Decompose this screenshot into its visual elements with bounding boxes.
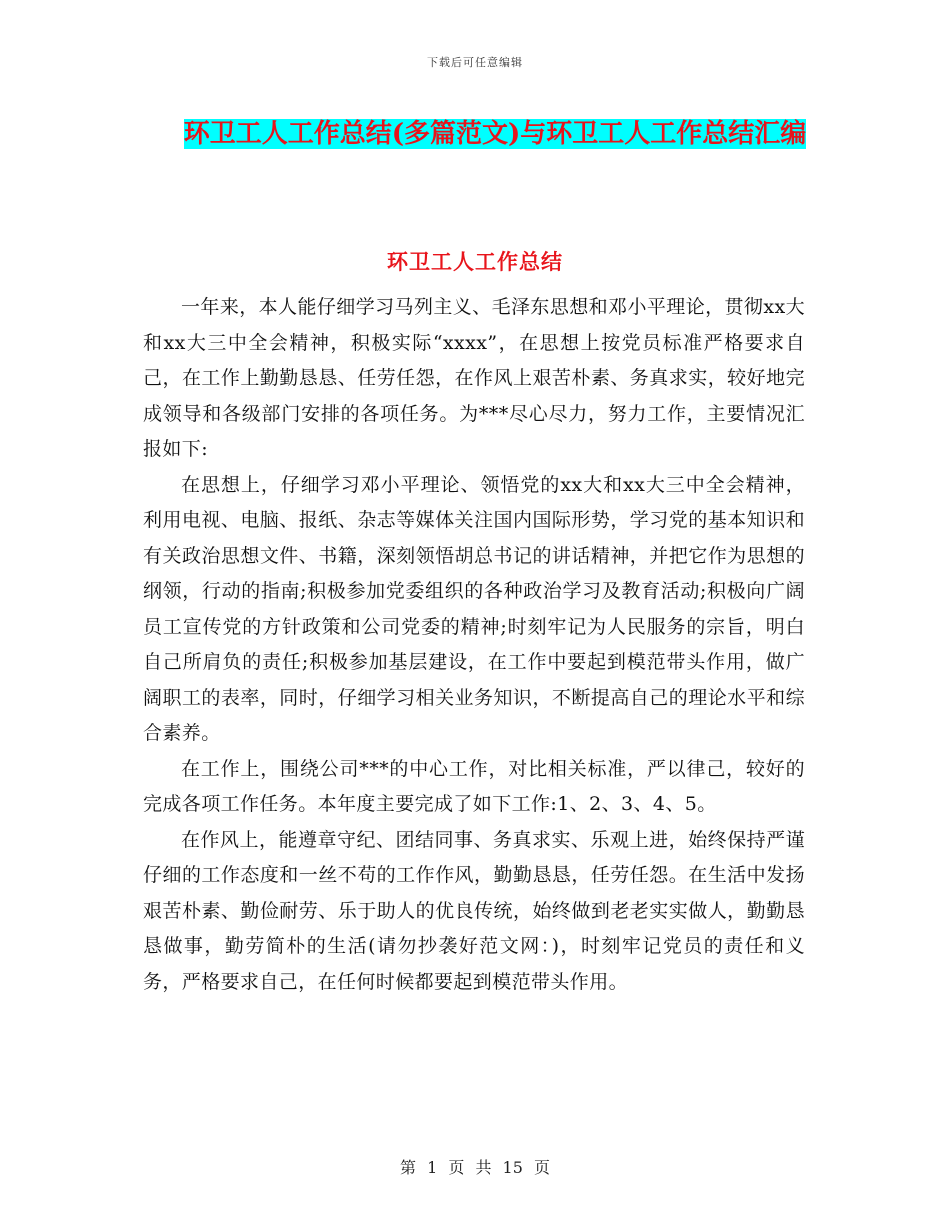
paragraph: 在思想上，仔细学习邓小平理论、领悟党的xx大和xx大三中全会精神，利用电视、电脑、报纸、杂志等媒体关注国内国际形势，学习党的基本知识和有关政治思想文件、书籍，深刻领悟胡总书记的讲话精神，并把它作为思想的纲领，行动的指南;积极参加党委组织的各种政治学习及教育活动;积极向广阔员工宣传党的方针政策和公司党委的精神;时刻牢记为人民服务的宗旨，明白自己所肩负的责任;积极参加基层建设，在工作中要起到模范带头作用，做广阔职工的表率，同时，仔细学习相关业务知识，不断提高自己的理论水平和综合素养。 <box>143 473 805 744</box>
paragraph: 在作风上，能遵章守纪、团结同事、务真求实、乐观上进，始终保持严谨仔细的工作态度和一丝不苟的工作作风，勤勤恳恳，任劳任怨。在生活中发扬艰苦朴素、勤俭耐劳、乐于助人的优良传统，始终做到老老实实做人，勤勤恳恳做事，勤劳简朴的生活(请勿抄袭好范文网：)，时刻牢记党员的责任和义务，严格要求自己，在任何时候都要起到模范带头作用。 <box>143 828 805 993</box>
page-header-note: 下载后可任意编辑 <box>427 56 523 69</box>
paragraph: 一年来，本人能仔细学习马列主义、毛泽东思想和邓小平理论，贯彻xx大和xx大三中全会精神，积极实际“xxxx”，在思想上按党员标准严格要求自己，在工作上勤勤恳恳、任劳任怨，在作风上艰苦朴素、务真求实，较好地完成领导和各级部门安排的各项任务。为***尽心尽力，努力工作，主要情况汇报如下: <box>143 296 805 460</box>
section-title: 环卫工人工作总结 <box>387 249 563 274</box>
document-body <box>143 290 805 1000</box>
paragraph: 在工作上，围绕公司***的中心工作，对比相关标准，严以律己，较好的完成各项工作任务。本年度主要完成了如下工作:1、2、3、4、5。 <box>143 757 805 815</box>
document-title-text: 环卫工人工作总结(多篇范文)与环卫工人工作总结汇编 <box>183 119 807 149</box>
page-footer: 第 1 页 共 15 页 <box>400 1158 550 1177</box>
document-title <box>150 110 840 158</box>
